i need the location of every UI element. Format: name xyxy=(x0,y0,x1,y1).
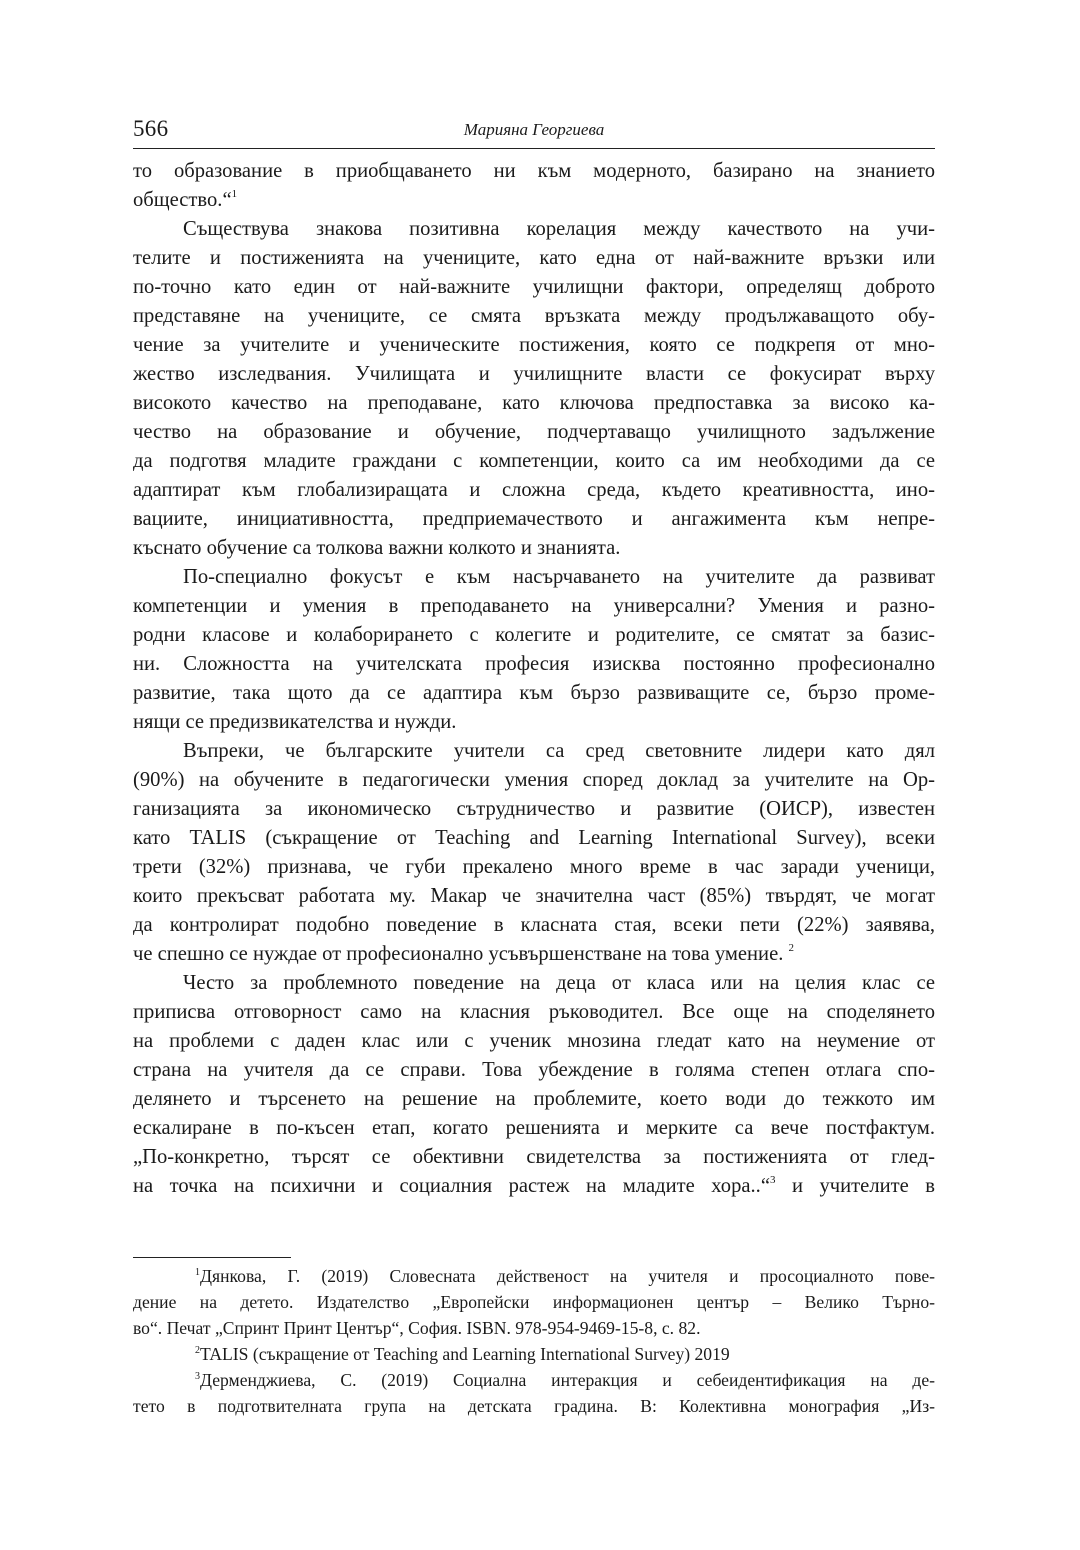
footnote-number: 1 xyxy=(195,1267,200,1278)
text-line: развитие, така щото да се адаптира към бързо развиващите се, бързо проме- xyxy=(133,682,935,704)
text-line: да контролират подобно поведение в класната стая, всеки пети (22%) заявява, xyxy=(133,914,935,936)
text-line: (90%) на обучените в педагогически умения според доклад за учителите на Ор- xyxy=(133,769,935,791)
text-line: адаптират към глобализиращата и сложна среда, където креативността, ино- xyxy=(133,479,935,501)
text-line: страна на учителя да се справи. Това убеждение в голяма степен отлага спо- xyxy=(133,1059,935,1081)
paragraph xyxy=(133,969,935,1201)
text-line: Често за проблемното поведение на деца от класа или на целия клас се xyxy=(183,972,935,994)
footnote xyxy=(133,1263,935,1341)
paragraph xyxy=(133,157,935,215)
text-line: високото качество на преподаване, като ключова предпоставка за високо ка- xyxy=(133,392,935,414)
text-line: чение за учителите и ученическите постижения, която се подкрепя от мно- xyxy=(133,334,935,356)
text-line: общество.“$^1$ xyxy=(133,188,238,211)
text-line: приписва отговорност само на класния ръководител. Все още на споделянето xyxy=(133,1001,935,1023)
footnote-separator xyxy=(133,1257,291,1258)
footnote xyxy=(133,1341,935,1367)
footnote-line: $^3$Дерменджиева, С. (2019) Социална интеракция и себеидентификация на де- xyxy=(195,1370,935,1390)
text-line: които прекъсват работата му. Макар че значителна част (85%) твърдят, че могат xyxy=(133,885,935,907)
text-line: трети (32%) признава, че губи прекалено много време в час заради ученици, xyxy=(133,856,935,878)
footnote-line: $^2$TALIS (съкращение от Teaching and Learning International Survey) 2019 xyxy=(195,1344,730,1364)
text-line: ганизацията за икономическо сътрудничество и развитие (ОИСР), известен xyxy=(133,798,935,820)
text-line: ескалиране в по-късен етап, когато решенията и мерките са вече постфактум. xyxy=(133,1117,935,1139)
text-line: като TALIS (съкращение от Teaching and Learning International Survey), всеки xyxy=(133,827,935,849)
text-line: вациите, инициативността, предприемачеството и ангажимента към непре- xyxy=(133,508,935,530)
text-line: на точка на психични и социалния растеж на младите хора..“$^3$ и учителите в xyxy=(133,1174,935,1197)
text-line: представяне на учениците, се смята връзката между продължаващото обу- xyxy=(133,305,935,327)
footnote-line: $^1$Дянкова, Г. (2019) Словесната действеност на учителя и просоциалното пове- xyxy=(195,1266,935,1286)
footnote-line: тето в подготвителната група на детската градина. В: Колективна монография „Из- xyxy=(133,1396,935,1416)
paragraph xyxy=(133,737,935,969)
page-number: 566 xyxy=(133,116,169,141)
text-line: къснато обучение са толкова важни колкото и знанията. xyxy=(133,537,621,559)
text-line: „По-конкретно, търсят се обективни свидетелства за постиженията от глед- xyxy=(133,1146,935,1168)
footnote-number: 2 xyxy=(195,1345,200,1356)
body-text xyxy=(133,157,935,1201)
page-header xyxy=(133,112,935,149)
text-line: Съществува знакова позитивна корелация между качеството на учи- xyxy=(183,218,935,240)
text-line: на проблеми с даден клас или с ученик мнозина гледат като на неумение от xyxy=(133,1030,935,1052)
paragraph xyxy=(133,215,935,563)
footnote-line: во“. Печат „Спринт Принт Център“, София. ISBN. 978-954-9469-15-8, с. 82. xyxy=(133,1318,701,1338)
footnote-line: дение на детето. Издателство „Европейски информационен център – Велико Търно- xyxy=(133,1292,935,1312)
footnotes xyxy=(133,1263,935,1419)
text-line: жество изследвания. Училищата и училищните власти се фокусират върху xyxy=(133,363,935,385)
running-head-author: Марияна Георгиева xyxy=(463,120,605,139)
text-line: че спешно се нуждае от професионално усъвършенстване на това умение. $^2$ xyxy=(133,942,795,965)
text-line: Въпреки, че българските учители са сред световните лидери като дял xyxy=(183,740,935,762)
text-line: По-специално фокусът е към насърчаването на учителите да развиват xyxy=(183,566,935,588)
text-line: телите и постиженията на учениците, като една от най-важните връзки или xyxy=(133,247,935,269)
text-line: нящи се предизвикателства и нужди. xyxy=(133,711,457,733)
text-line: по-точно като един от най-важните училищни фактори, определящ доброто xyxy=(133,276,935,298)
footnote xyxy=(133,1367,935,1419)
text-line: то образование в приобщаването ни към модерното, базирано на знанието xyxy=(133,160,935,182)
text-line: ни. Сложността на учителската професия изисква постоянно професионално xyxy=(133,653,935,675)
text-line: компетенции и умения в преподаването на универсални? Умения и разно- xyxy=(133,595,935,617)
footnote-ref: 2 xyxy=(788,942,795,954)
text-line: родни класове и колаборирането с колегите и родителите, се смятат за базис- xyxy=(133,624,935,646)
text-line: делянето и търсенето на решение на проблемите, което води до тежкото им xyxy=(133,1088,935,1110)
text-line: да подготвя младите граждани с компетенции, които са им необходими да се xyxy=(133,450,935,472)
footnote-number: 3 xyxy=(195,1371,200,1382)
paragraph xyxy=(133,563,935,737)
text-line: чество на образование и обучение, подчертаващо училищното задължение xyxy=(133,421,935,443)
footnote-ref: 1 xyxy=(231,188,238,200)
footnote-ref: 3 xyxy=(769,1174,776,1186)
